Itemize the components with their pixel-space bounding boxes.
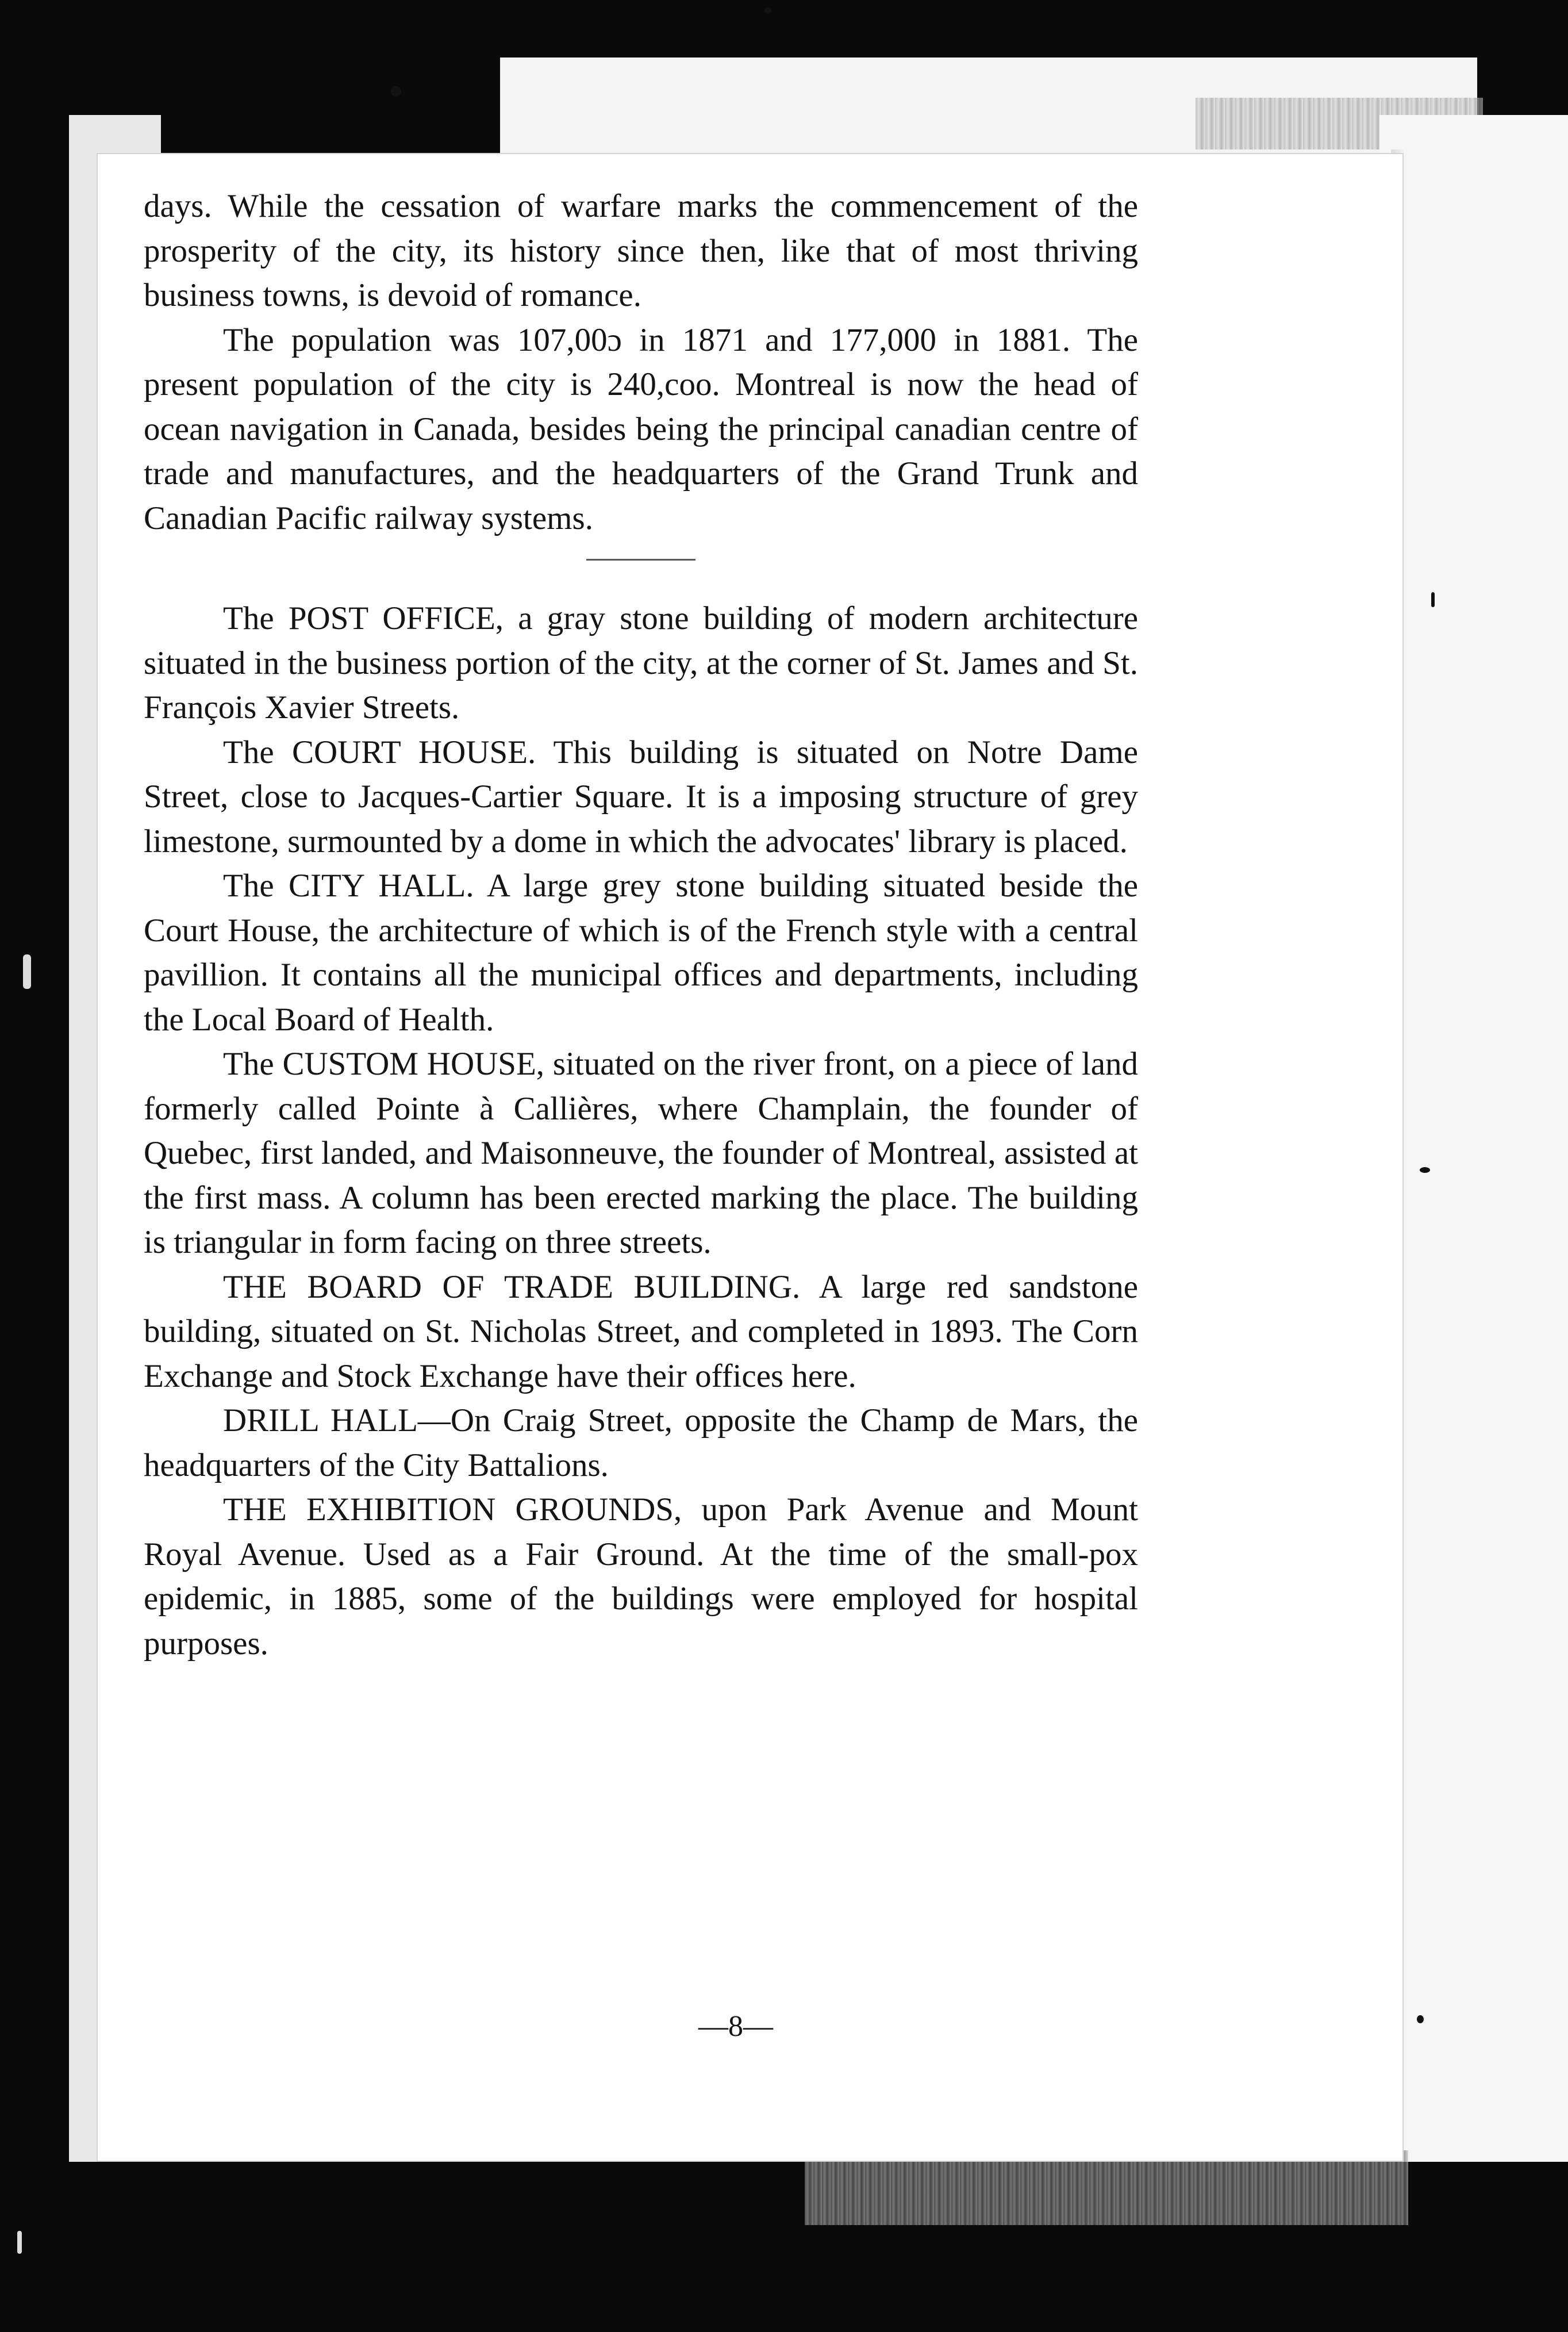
paragraph-court-house: The COURT HOUSE. This building is situated on Notre Dame Street, close to Jacques-Cartier Square. It is a imposing structure of grey limestone, surmounted by a dome in which the advocates' library is placed. <box>144 734 1138 860</box>
dust-speck <box>23 954 31 989</box>
page-number: —8— <box>698 2010 773 2043</box>
dust-speck <box>17 2231 22 2254</box>
dust-speck <box>391 86 401 97</box>
dust-speck <box>1417 2015 1424 2023</box>
page-body <box>144 184 1138 1666</box>
paragraph-drill-hall: DRILL HALL—On Craig Street, opposite the Champ de Mars, the headquarters of the City Battalions. <box>144 1402 1138 1483</box>
section-divider <box>586 559 695 561</box>
dust-speck <box>1420 1167 1430 1173</box>
paragraph-custom-house: The CUSTOM HOUSE, situated on the river front, on a piece of land formerly called Pointe à Callières, where Champlain, the founder of Quebec, first landed, and Maisonneuve, the founder of Montreal, assisted at the first mass. A column has been erected marking the place. The building is triangular in form facing on three streets. <box>144 1046 1138 1260</box>
paragraph-exhibition-grounds: THE EXHIBITION GROUNDS, upon Park Avenue and Mount Royal Avenue. Used as a Fair Ground. At the time of the small-pox epidemic, in 1885, some of the buildings were employed for hospital purposes. <box>144 1491 1138 1662</box>
paragraph-population: The population was 107,00ɔ in 1871 and 177,000 in 1881. The present population of the city is 240,coo. Montreal is now the head of ocean navigation in Canada, besides being the principal canadian centre of trade and manufactures, and the headquarters of the Grand Trunk and Canadian Pacific railway systems. <box>144 321 1138 536</box>
dust-speck <box>764 7 771 14</box>
paragraph-board-of-trade: THE BOARD OF TRADE BUILDING. A large red sandstone building, situated on St. Nicholas Street, and completed in 1893. The Corn Exchange and Stock Exchange have their offices here. <box>144 1268 1138 1394</box>
bottom-sheet-edge <box>805 2150 1408 2225</box>
right-sheet-edge <box>1379 115 1568 2162</box>
paragraph-city-hall: The CITY HALL. A large grey stone building situated beside the Court House, the architecture of which is of the French style with a central pavillion. It contains all the municipal offices and departments, including the Local Board of Health. <box>144 868 1138 1038</box>
dust-speck <box>1431 592 1435 607</box>
paragraph-history: days. While the cessation of warfare marks the commencement of the prosperity of the city, its history since then, like that of most thriving business towns, is devoid of romance. <box>144 188 1138 313</box>
paragraph-post-office: The POST OFFICE, a gray stone building of modern architecture situated in the business portion of the city, at the corner of St. James and St. François Xavier Streets. <box>144 600 1138 726</box>
